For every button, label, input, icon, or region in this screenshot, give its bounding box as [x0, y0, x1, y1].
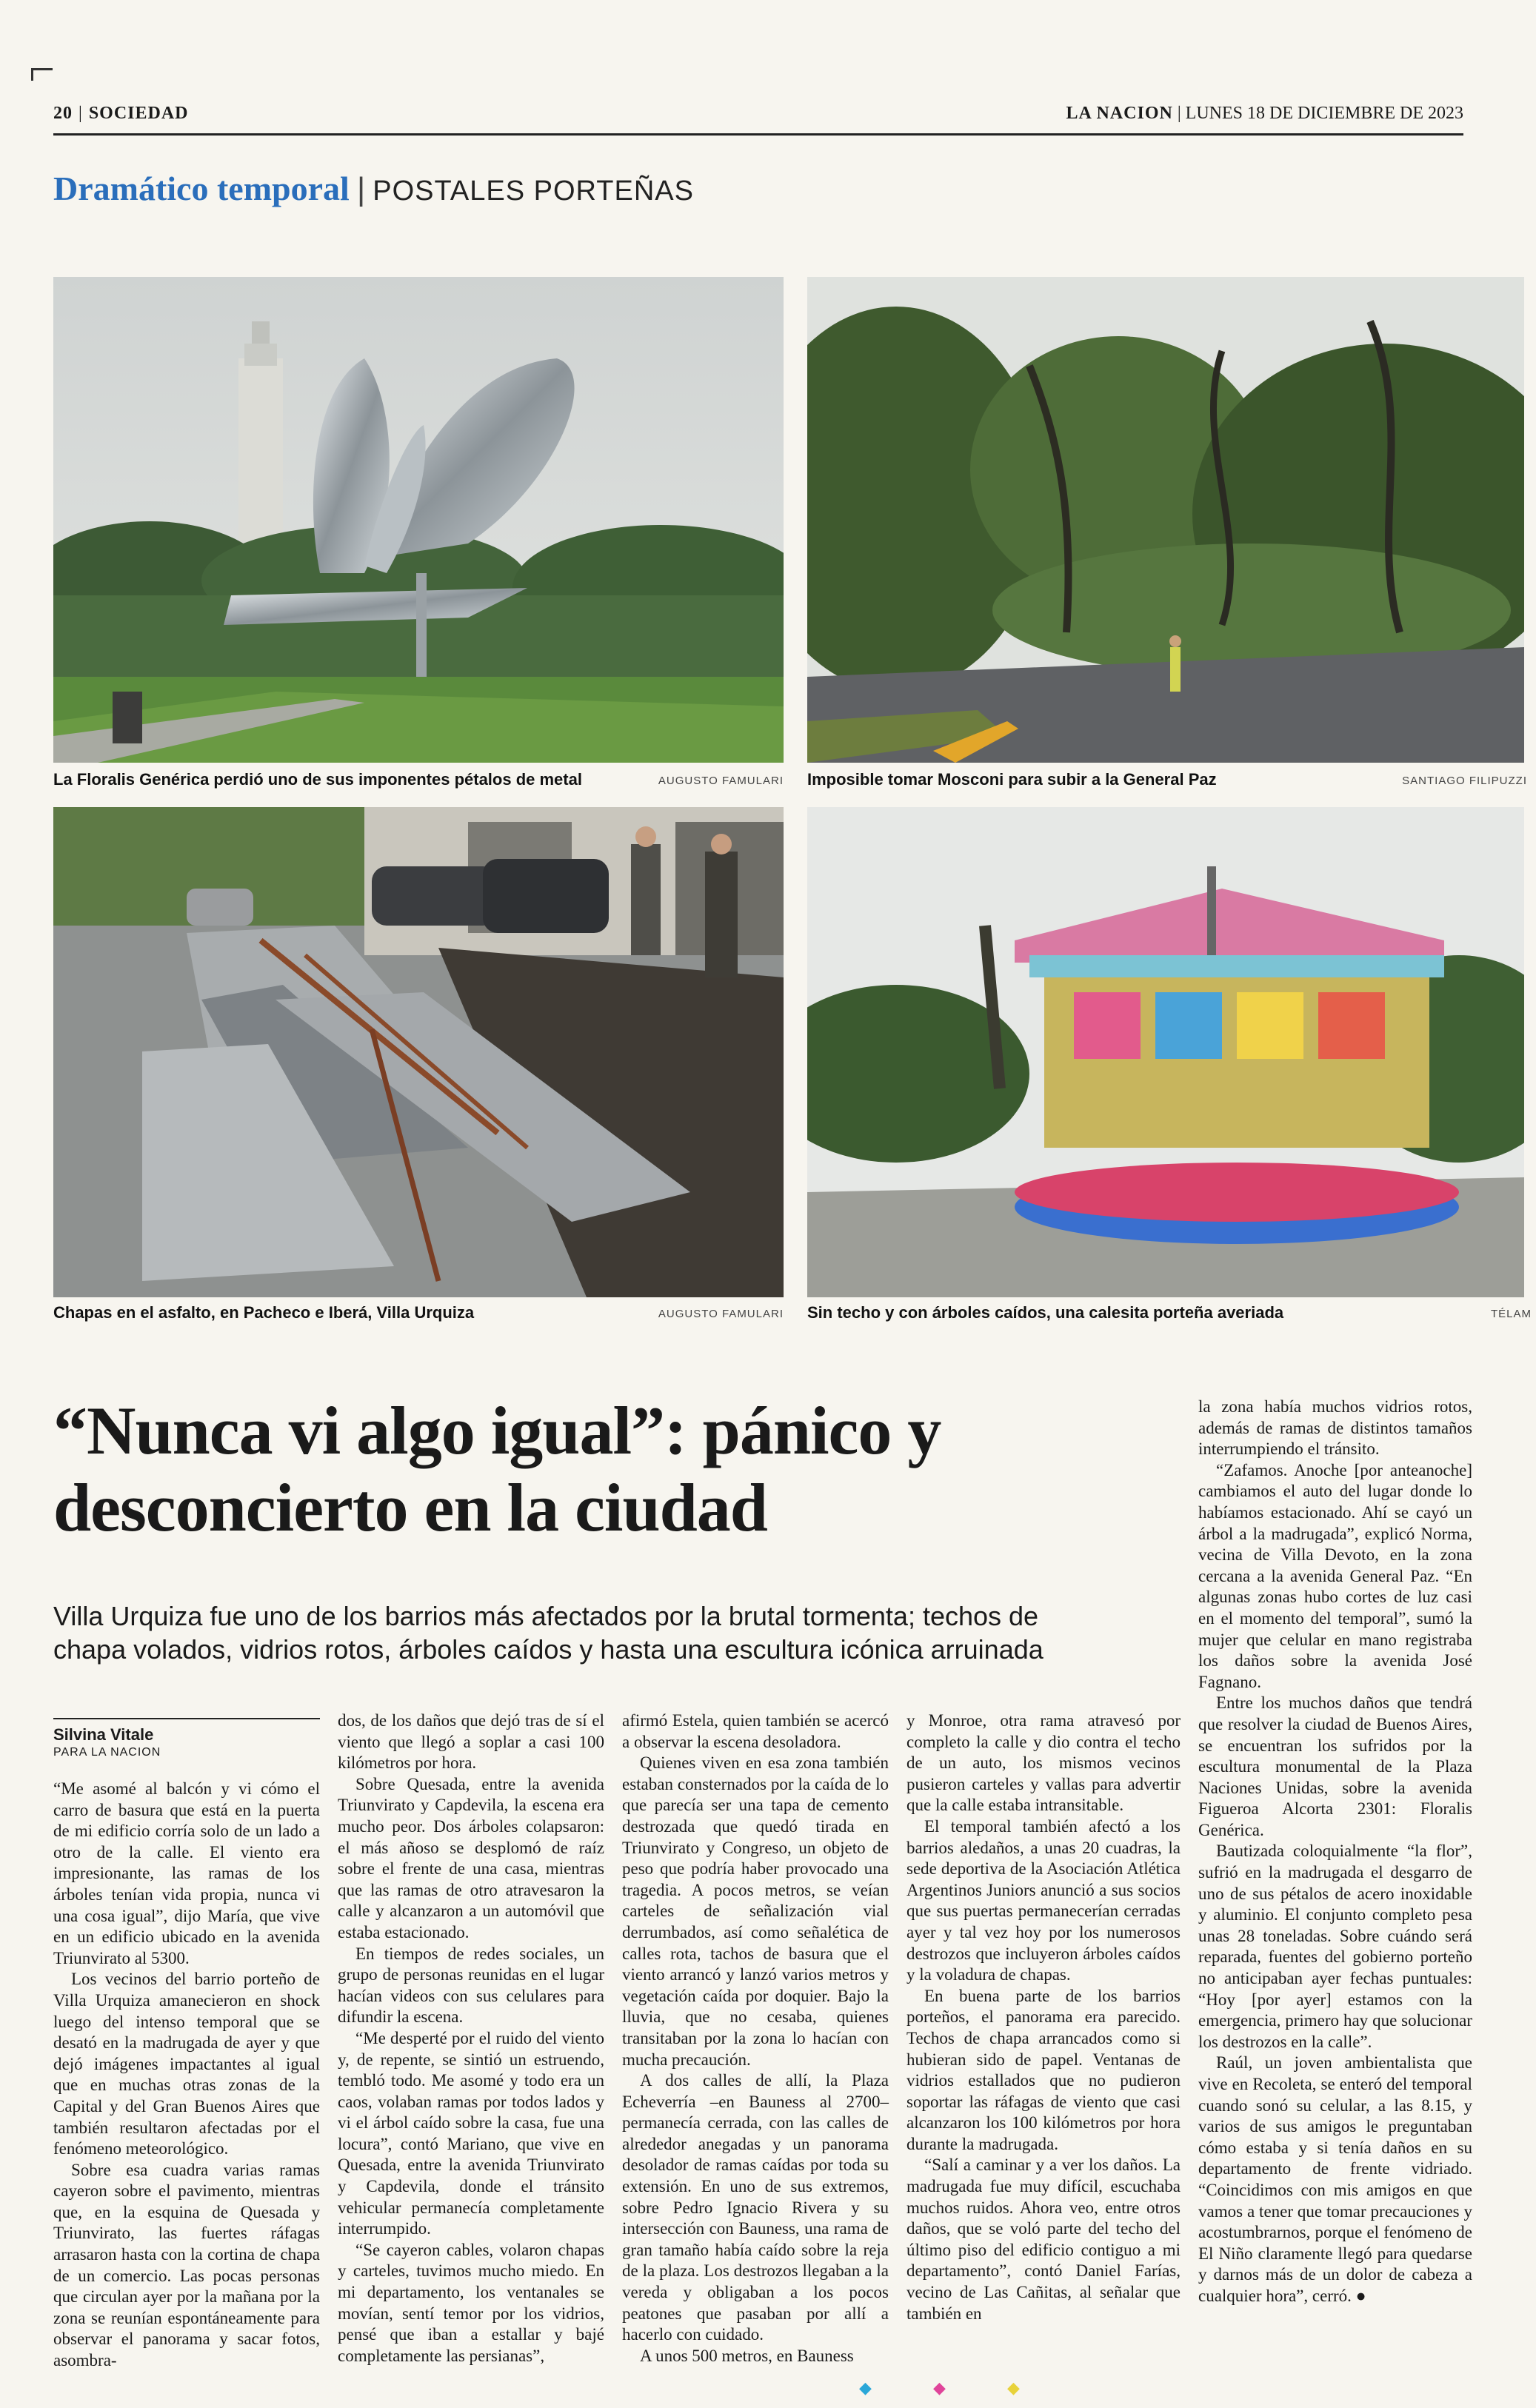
- photo-caption: La Floralis Genérica perdió uno de sus imponentes pétalos de metal: [53, 770, 582, 789]
- page-number: 20: [53, 104, 73, 123]
- article-column-1: [53, 1779, 320, 2372]
- paragraph: Bautizada coloquialmente “la flor”, sufrió en la madrugada el desgarro de uno de sus pétalos de acero inoxidable y aluminio. El conjunto completo pesa unas 28 toneladas. Sobre cuándo será reparada, fuentes del gobierno porteño no anticipaban ayer fechas puntuales: “Hoy [por ayer] estamos con la emergencia, primero hay que solucionar los destrozos en la calle”.: [1198, 1842, 1472, 2051]
- section-kicker: Dramático temporal: [53, 170, 350, 207]
- photo-chapas: [53, 807, 784, 1297]
- print-registration-mark: ◆: [1007, 2379, 1020, 2398]
- crop-mark: [31, 68, 53, 81]
- article-headline: [53, 1392, 1194, 1546]
- headline-line-1: “Nunca vi algo igual”: pánico y: [53, 1393, 941, 1468]
- paragraph: dos, de los daños que dejó tras de sí el viento que llegó a soplar a casi 100 kilómetros por hora.: [338, 1711, 604, 1773]
- paragraph: Quienes viven en esa zona también estaban consternados por la caída de lo que parecía ser una tapa de cemento destrozada que quedó tirada en Triunvirato y Congreso, un objeto de peso que podría haber provocado una tragedia. A pocos metros, se veían carteles de señalización vial derrumbados, así como señalética de calles rota, tachos de basura que el viento arrancó y lanzó varios metros y vegetación caída por doquier. Bajo la lluvia, que no cesaba, quienes transitaban por la zona lo hacían con mucha precaución.: [622, 1753, 889, 2069]
- paragraph: la zona había muchos vidrios rotos, además de ramas de distintos tamaños interrumpiendo el tránsito.: [1198, 1397, 1472, 1459]
- issue-date: LUNES 18 DE DICIEMBRE DE 2023: [1185, 104, 1463, 123]
- section-name: SOCIEDAD: [88, 104, 189, 123]
- print-registration-mark: ◆: [933, 2379, 946, 2398]
- paragraph: Raúl, un joven ambientalista que vive en Recoleta, se enteró del temporal cuando sonó su celular, a las 8.15, y varios de sus amigos le preguntaban cómo estaba y si tenía daños en su departamento de frente vidriado. “Coincidimos con mis amigos en que vamos a tener que tomar precauciones y acostumbrarnos, porque el fenómeno de El Niño claramente llegó para quedarse y darnos más de un dolor de cabeza a cualquier hora”, cerró. ●: [1198, 2053, 1472, 2305]
- photo-caption: Imposible tomar Mosconi para subir a la General Paz: [807, 770, 1217, 789]
- photo-mosconi: [807, 277, 1524, 763]
- paragraph: El temporal también afectó a los barrios aledaños, a unas 20 cuadras, la sede deportiva de la Asociación Atlética Argentinos Juniors anunció a sus socios que sus puertas permanecerían cerradas ayer y tal vez hoy por los numerosos destrozos que incluyeron árboles caídos y la voladura de chapas.: [906, 1816, 1181, 1984]
- paragraph: “Me desperté por el ruido del viento y, de repente, se sintió un estruendo, tembló todo. Me asomé y todo era un caos, volaban ramas por todos lados y vi el árbol caído sobre la casa, fue una locura”, contó Mariano, que vive en Quesada, entre la avenida Triunvirato y Capdevila, donde el tránsito vehicular permanecía completamente interrumpido.: [338, 2028, 604, 2238]
- article-column-2: [338, 1710, 604, 2367]
- print-registration-mark: ◆: [859, 2379, 872, 2398]
- paper-name: LA NACION: [1066, 104, 1173, 123]
- section-title: Dramático temporal | POSTALES PORTEÑAS: [53, 170, 694, 207]
- byline-rule: [53, 1718, 320, 1719]
- headline-line-2: desconcierto en la ciudad: [53, 1470, 767, 1545]
- article-column-5: [1198, 1397, 1472, 2307]
- paragraph: A unos 500 metros, en Bauness: [640, 2346, 854, 2365]
- paper-date: LA NACION | LUNES 18 DE DICIEMBRE DE 2023: [1066, 104, 1463, 123]
- paragraph: Sobre esa cuadra varias ramas cayeron sobre el pavimento, mientras que, en la esquina de Quesada y Triunvirato, las fuertes ráfagas arrasaron hasta con la cortina de chapa de un comercio. Las pocas personas que circulan ayer por la mañana por la zona se reunían espontáneamente para observar el panorama y sacar fotos, asombra-: [53, 2160, 320, 2370]
- photo-caption: Chapas en el asfalto, en Pacheco e Iberá, Villa Urquiza: [53, 1303, 475, 1322]
- photo-calesita: [807, 807, 1524, 1297]
- photo-credit: AUGUSTO FAMULARI: [658, 1308, 784, 1320]
- paragraph: Entre los muchos daños que tendrá que resolver la ciudad de Buenos Aires, se encuentran los sufridos por la escultura monumental de la Plaza Naciones Unidas, sobre la avenida Figueroa Alcorta 2301: Floralis Genérica.: [1198, 1693, 1472, 1839]
- paragraph: y Monroe, otra rama atravesó por completo la calle y dio contra el techo de un auto, los mismos vecinos pusieron carteles y vallas para advertir que la calle estaba intransitable.: [906, 1711, 1181, 1815]
- paragraph: “Salí a caminar y a ver los daños. La madrugada fue muy difícil, escuchaba muchos ruidos. Ahora veo, entre otros daños, que se voló parte del techo del último piso del edificio contiguo a mi departamento”, contó Daniel Farías, vecino de Las Cañitas, al señalar que también en: [906, 2156, 1181, 2323]
- paragraph: En buena parte de los barrios porteños, el panorama era parecido. Techos de chapa arrancados como si hubieran sido de papel. Ventanas de vidrios estallados que no pudieron soportar las ráfagas de viento que casi alcanzaron los 100 kilómetros por hora durante la madrugada.: [906, 1986, 1181, 2153]
- byline: [53, 1725, 320, 1759]
- paragraph: “Se cayeron cables, volaron chapas y carteles, tuvimos mucho miedo. En mi departamento, los ventanales se movían, sentí temor por los vidrios, pensé que iban a estallar y bajé completamente las persianas”,: [338, 2240, 604, 2365]
- article-deck: Villa Urquiza fue uno de los barrios más afectados por la brutal tormenta; techos de chapa volados, vidrios rotos, árboles caídos y hasta una escultura icónica arruinada: [53, 1601, 1044, 1665]
- page-section-label: 20 | SOCIEDAD: [53, 104, 189, 123]
- page-header: [53, 99, 1463, 136]
- photo-credit: TÉLAM: [1490, 1308, 1532, 1320]
- paragraph: En tiempos de redes sociales, un grupo de personas reunidas en el lugar hacían videos con sus celulares para difundir la escena.: [338, 1944, 604, 2027]
- paragraph: “Zafamos. Anoche [por anteanoche] cambiamos el auto del lugar donde lo habíamos estacionado. Ahí se cayó un árbol a la madrugada”, explicó Norma, vecina de Villa Devoto, en la zona cercana a la avenida General Paz. “En algunas zonas hubo cortes de luz casi en el momento del temporal”, sumó la mujer que celular en mano registraba los daños sobre la avenida José Fagnano.: [1198, 1460, 1472, 1691]
- article-column-4: [906, 1710, 1181, 2324]
- paragraph: Los vecinos del barrio porteño de Villa Urquiza amanecieron en shock luego del intenso temporal que se desató en la madrugada de ayer y que dejó imágenes impactantes al igual que en muchas otras zonas de la Capital y del Gran Buenos Aires que también resultaron afectadas por el fenómeno meteorológico.: [53, 1970, 320, 2158]
- photo-floralis: [53, 277, 784, 763]
- photo-credit: SANTIAGO FILIPUZZI: [1402, 775, 1527, 787]
- photo-credit: AUGUSTO FAMULARI: [658, 775, 784, 787]
- article-column-3: [622, 1710, 889, 2367]
- paragraph: afirmó Estela, quien también se acercó a observar la escena desoladora.: [622, 1711, 889, 1751]
- author-affiliation: PARA LA NACION: [53, 1746, 161, 1759]
- photo-caption: Sin techo y con árboles caídos, una calesita porteña averiada: [807, 1303, 1284, 1322]
- author-name: Silvina Vitale: [53, 1725, 154, 1744]
- paragraph: “Me asomé al balcón y vi cómo el carro de basura que está en la puerta de mi edificio corría solo de un lado a otro de la calle. El viento era impresionante, las ramas de los árboles tenían vida propia, nunca vi una cosa igual”, dijo María, que vive en un edificio ubicado en la avenida Triunvirato al 5300.: [53, 1779, 320, 1967]
- paragraph: A dos calles de allí, la Plaza Echeverría –en Bauness al 2700– permanecía cerrada, con las calles de alrededor anegadas y un panorama desolador de ramas caídas por toda su extensión. En uno de sus extremos, sobre Pedro Ignacio Rivera y su intersección con Bauness, una rama de gran tamaño había caído sobre la reja de la plaza. Los destrozos llegaban a la vereda y obligaban a los pocos peatones que pasaban por allí a hacerlo con cuidado.: [622, 2071, 889, 2344]
- paragraph: Sobre Quesada, entre la avenida Triunvirato y Capdevila, la escena era mucho peor. Dos árboles colapsaron: el más añoso se desplomó de raíz sobre el frente de una casa, mientras que las ramas de otro atravesaron la calle y alcanzaron a un automóvil que estaba estacionado.: [338, 1774, 604, 1942]
- section-subtitle: POSTALES PORTEÑAS: [373, 175, 694, 207]
